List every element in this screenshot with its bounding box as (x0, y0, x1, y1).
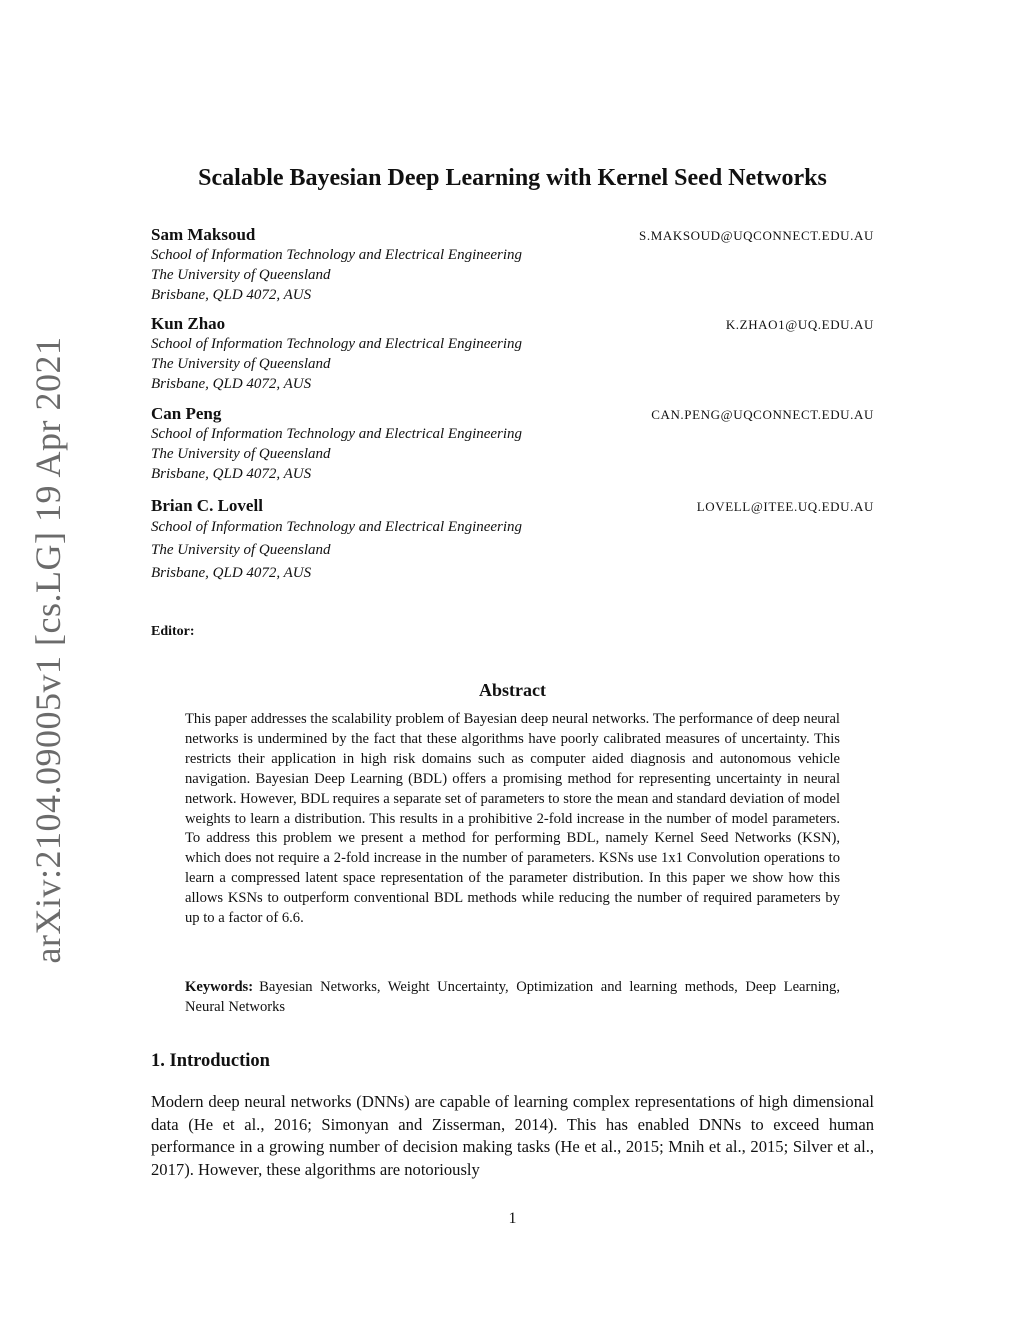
author-address: Brisbane, QLD 4072, AUS (151, 466, 312, 482)
author-block (151, 314, 874, 394)
editor-label: Editor: (151, 624, 195, 639)
keywords (185, 978, 840, 1018)
author-school: School of Information Technology and Electrical Engineering (151, 519, 523, 535)
author-email[interactable]: K.ZHAO1@UQ.EDU.AU (725, 317, 874, 332)
author-header (151, 314, 874, 334)
author-university: The University of Queensland (151, 542, 331, 558)
author-header (151, 225, 874, 245)
paper-title: Scalable Bayesian Deep Learning with Kernel Seed Networks (198, 165, 827, 191)
author-name: Sam Maksoud (151, 225, 256, 244)
author-block (151, 225, 874, 305)
section-heading-introduction: 1. Introduction (151, 1051, 270, 1071)
author-block (151, 404, 874, 484)
page-number: 1 (508, 1210, 517, 1227)
keywords-label: Keywords: (185, 979, 254, 995)
keywords-text: Bayesian Networks, Weight Uncertainty, Optimization and learning methods, Deep Learning, Neural Networks (185, 979, 840, 1015)
author-name: Can Peng (151, 404, 222, 423)
author-email[interactable]: CAN.PENG@UQCONNECT.EDU.AU (651, 407, 874, 422)
author-university: The University of Queensland (151, 267, 331, 283)
author-school: School of Information Technology and Electrical Engineering (151, 426, 523, 442)
author-address: Brisbane, QLD 4072, AUS (151, 565, 312, 581)
author-university: The University of Queensland (151, 446, 331, 462)
author-school: School of Information Technology and Electrical Engineering (151, 247, 523, 263)
arxiv-identifier: arXiv:2104.09005v1 [cs.LG] 19 Apr 2021 (28, 336, 68, 964)
author-university: The University of Queensland (151, 356, 331, 372)
author-email[interactable]: LOVELL@ITEE.UQ.EDU.AU (696, 499, 874, 514)
author-address: Brisbane, QLD 4072, AUS (151, 376, 312, 392)
author-name: Brian C. Lovell (151, 496, 263, 515)
author-header (151, 496, 874, 516)
author-email[interactable]: S.MAKSOUD@UQCONNECT.EDU.AU (639, 228, 874, 243)
abstract-text: This paper addresses the scalability problem of Bayesian deep neural networks. The performance of deep neural networks is undermined by the fact that these algorithms have poorly calibrated measures of uncertainty. This restricts their application in high risk domains such as computer aided diagnosis and autonomous vehicle navigation. Bayesian Deep Learning (BDL) offers a promising method for representing uncertainty in neural network. However, BDL requires a separate set of parameters to store the mean and standard deviation of model weights to learn a distribution. This results in a prohibitive 2-fold increase in the number of model parameters. To address this problem we present a method for performing BDL, namely Kernel Seed Networks (KSN), which does not require a 2-fold increase in the number of parameters. KSNs use 1x1 Convolution operations to learn a compressed latent space representation of the parameter distribution. In this paper we show how this allows KSNs to outperform conventional BDL methods while reducing the number of required parameters by up to a factor of 6.6. (185, 711, 840, 927)
abstract-heading: Abstract (479, 680, 546, 700)
author-header (151, 404, 874, 424)
author-name: Kun Zhao (151, 314, 226, 333)
author-school: School of Information Technology and Electrical Engineering (151, 336, 523, 352)
introduction-text: Modern deep neural networks (DNNs) are capable of learning complex representations of high dimensional data (He et al., 2016; Simonyan and Zisserman, 2014). This has enabled DNNs to exceed human performance in a growing number of decision making tasks (He et al., 2015; Mnih et al., 2015; Silver et al., 2017). However, these algorithms are notoriously (151, 1092, 874, 1179)
author-block (151, 496, 874, 585)
author-address: Brisbane, QLD 4072, AUS (151, 287, 312, 303)
